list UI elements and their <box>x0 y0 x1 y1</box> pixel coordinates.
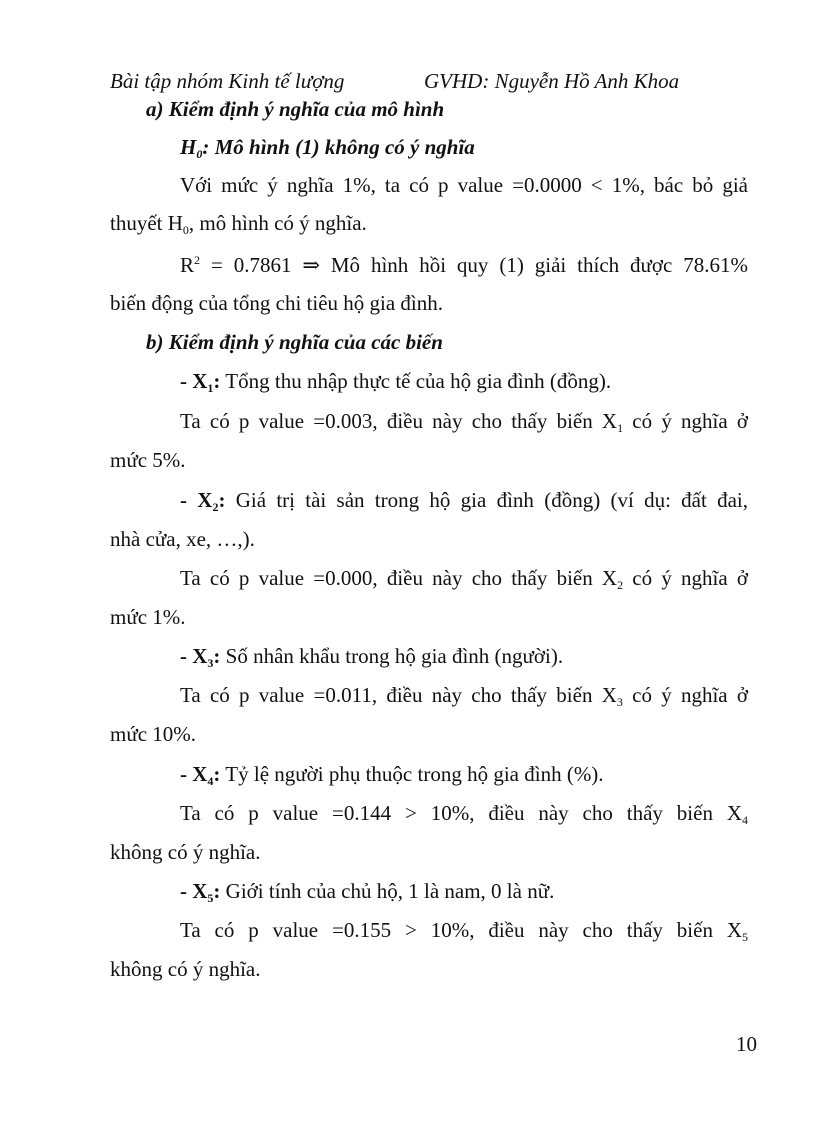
header-left: Bài tập nhóm Kinh tế lượng <box>110 69 345 93</box>
paragraph-r2-line2: biến động của tổng chi tiêu hộ gia đình. <box>110 291 444 315</box>
variable-x1-result-line2: mức 5%. <box>110 448 186 472</box>
section-b-title: b) Kiểm định ý nghĩa của các biến <box>146 330 443 354</box>
header-right: GVHD: Nguyễn Hồ Anh Khoa <box>424 69 680 93</box>
variable-x4-result-line1: Ta có p value =0.144 > 10%, điều này cho thấy biến $X_4$ <box>180 801 748 827</box>
section-a-title: a) Kiểm định ý nghĩa của mô hình <box>146 97 445 121</box>
variable-x1-result-line1: Ta có p value =0.003, điều này cho thấy biến $X_1$ có ý nghĩa ở <box>180 409 748 435</box>
variable-x3-result-line1: Ta có p value =0.011, điều này cho thấy biến $X_3$ có ý nghĩa ở <box>180 683 748 709</box>
variable-x2-result-line2: mức 1%. <box>110 605 186 629</box>
hypothesis-h0: $H_0$: Mô hình (1) không có ý nghĩa <box>180 135 475 161</box>
variable-x3-heading: - $X_3$: Số nhân khẩu trong hộ gia đình (người). <box>180 644 564 670</box>
paragraph-significance-line2: thuyết $H_0$, mô hình có ý nghĩa. <box>110 211 367 237</box>
paragraph-significance-line1: Với mức ý nghĩa 1%, ta có p value =0.0000 < 1%, bác bỏ giả <box>180 173 748 197</box>
variable-x5-result-line2: không có ý nghĩa. <box>110 957 261 981</box>
variable-x2-heading-line2: nhà cửa, xe, …,). <box>110 527 255 551</box>
variable-x5-heading: - $X_5$: Giới tính của chủ hộ, 1 là nam, 0 là nữ. <box>180 879 555 905</box>
variable-x2-heading-line1: - $X_2$: Giá trị tài sản trong hộ gia đình (đồng) (ví dụ: đất đai, <box>180 488 749 514</box>
variable-x2-result-line1: Ta có p value =0.000, điều này cho thấy biến $X_2$ có ý nghĩa ở <box>180 566 748 592</box>
variable-x4-heading: - $X_4$: Tỷ lệ người phụ thuộc trong hộ gia đình (%). <box>180 762 604 788</box>
variable-x4-result-line2: không có ý nghĩa. <box>110 840 261 864</box>
variable-x1-heading: - $X_1$: Tổng thu nhập thực tế của hộ gia đình (đồng). <box>180 369 612 395</box>
page-number: 10 <box>736 1032 757 1056</box>
variable-x3-result-line2: mức 10%. <box>110 722 197 746</box>
paragraph-r2-line1: $R^2 = 0.7861$ ⇒ Mô hình hồi quy (1) giải thích được 78.61% <box>180 253 749 277</box>
variable-x5-result-line1: Ta có p value =0.155 > 10%, điều này cho thấy biến $X_5$ <box>180 918 748 944</box>
